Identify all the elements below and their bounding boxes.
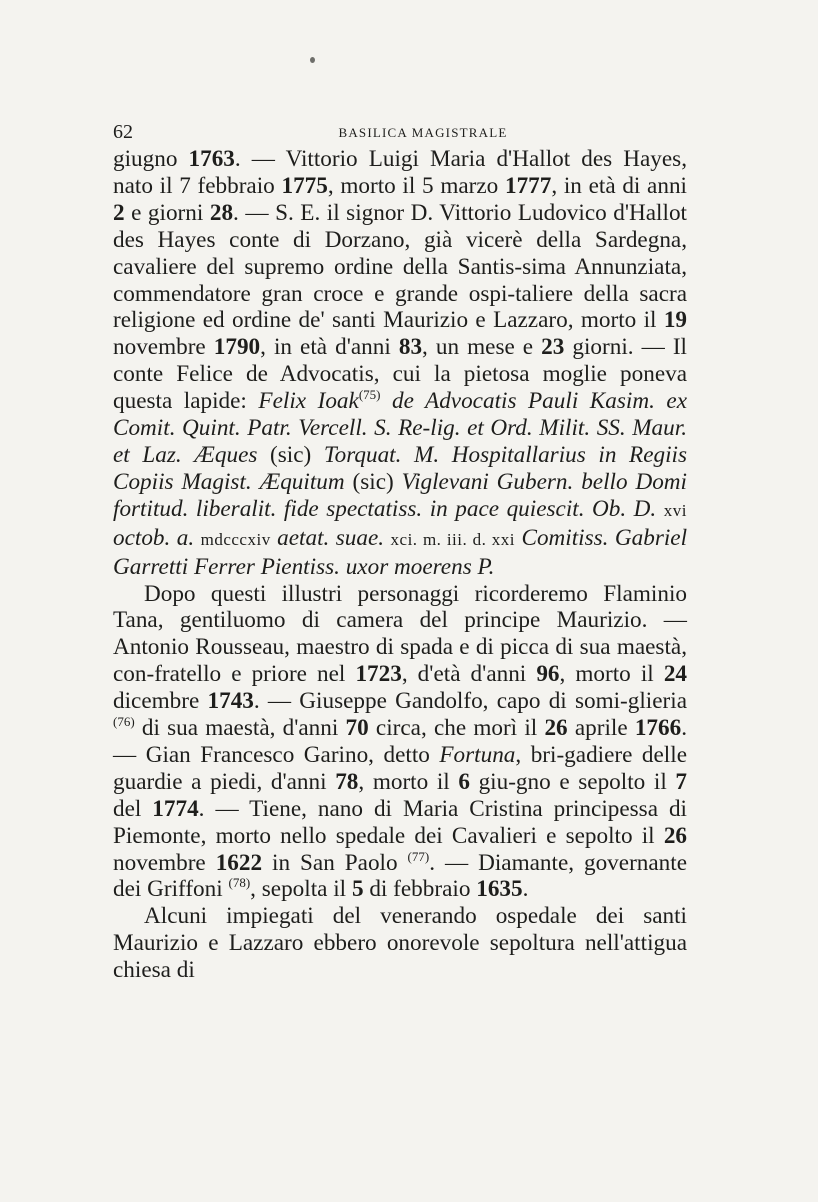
numeral: 23 bbox=[541, 334, 565, 361]
text-run: giu-gno e sepolto il bbox=[469, 768, 676, 795]
print-speck bbox=[310, 57, 315, 63]
text-run: (sic) bbox=[344, 468, 402, 495]
text-run: novembre bbox=[113, 334, 214, 361]
numeral: 2 bbox=[113, 199, 125, 226]
text-run: circa, che morì il bbox=[368, 715, 545, 742]
numeral: 1775 bbox=[281, 172, 328, 199]
numeral: 1766 bbox=[634, 715, 682, 742]
footnote-ref: (77) bbox=[407, 848, 430, 864]
text-run: (sic) bbox=[257, 441, 324, 468]
text-run: , morto il bbox=[358, 768, 459, 795]
italic-text: aetat. suae. bbox=[277, 524, 385, 551]
italic-text: de Advocatis Pauli Kasim. ex Comit. Quint. Patr. Vercell. S. Re-lig. et Ord. Milit. SS. Maur. et Laz. Æques bbox=[113, 388, 687, 468]
text-run: di sua maestà, d'anni bbox=[134, 715, 346, 742]
small-caps-text: xvi bbox=[663, 500, 687, 520]
page-header bbox=[113, 121, 687, 143]
paragraph bbox=[113, 581, 687, 904]
text-run: e giorni bbox=[124, 199, 210, 226]
numeral: 19 bbox=[663, 307, 687, 334]
numeral: 78 bbox=[335, 768, 359, 795]
text-run: , sepolta il bbox=[250, 876, 352, 903]
italic-text: Viglevani Gubern. bello Domi fortitud. liberalit. fide spectatiss. in pace quiescit. Ob. D. bbox=[113, 468, 687, 522]
numeral: 28 bbox=[209, 199, 234, 226]
numeral: 6 bbox=[458, 768, 470, 795]
numeral: 70 bbox=[345, 715, 369, 742]
text-run: in San Paolo bbox=[262, 849, 408, 876]
numeral: 1763 bbox=[188, 146, 235, 172]
numeral: 83 bbox=[398, 334, 423, 361]
text-run: , un mese e bbox=[422, 334, 542, 361]
footnote-ref: (78) bbox=[228, 875, 251, 891]
text-run: aprile bbox=[567, 715, 635, 742]
text-run: . — Tiene, nano di Maria Cristina principessa di Piemonte, morto nello spedale dei Cavalieri e sepolto il bbox=[113, 795, 687, 849]
text-run: . — Diamante, governante dei Griffoni bbox=[113, 849, 687, 903]
paragraph bbox=[113, 146, 687, 581]
small-caps-text: mdcccxiv bbox=[200, 529, 271, 549]
text-run: giugno bbox=[113, 146, 189, 172]
italic-text: Torquat. M. Hospitallarius in Regiis Copiis Magist. Æquitum bbox=[113, 441, 688, 495]
text-run: , bri-gadiere delle guardie a piedi, d'anni bbox=[113, 741, 687, 795]
text-run bbox=[656, 496, 664, 522]
numeral: 1743 bbox=[207, 688, 254, 715]
italic-text: Fortuna bbox=[439, 741, 516, 768]
body-text bbox=[113, 146, 687, 984]
text-run: novembre bbox=[113, 849, 216, 876]
text-run: di febbraio bbox=[363, 876, 477, 903]
text-run: giorni. — Il conte Felice de Advocatis, cui la pietosa moglie poneva questa lapide: bbox=[113, 334, 687, 415]
numeral: 5 bbox=[351, 876, 364, 903]
italic-text: octob. a. bbox=[113, 524, 195, 551]
numeral: 7 bbox=[675, 768, 687, 795]
text-run: Dopo questi illustri personaggi ricorderemo Flaminio Tana, gentiluomo di camera del principe Maurizio. — Antonio Rousseau, maestro di spada e di picca di sua maestà, con-fratello e priore nel bbox=[113, 580, 687, 688]
numeral: 1635 bbox=[476, 876, 523, 903]
text-run: . — Giuseppe Gandolfo, capo di somi-glieria bbox=[253, 688, 687, 715]
footnote-ref: (76) bbox=[113, 714, 135, 730]
numeral: 24 bbox=[663, 661, 687, 688]
footnote-ref: (75) bbox=[358, 387, 381, 403]
numeral: 26 bbox=[544, 715, 568, 742]
text-run: , d'età d'anni bbox=[401, 661, 537, 688]
text-run: Alcuni impiegati del venerando ospedale dei santi Maurizio e Lazzaro ebbero onorevole sepoltura nell'attigua chiesa di bbox=[113, 903, 687, 984]
text-run: dicembre bbox=[113, 688, 208, 715]
text-run: . bbox=[522, 876, 529, 903]
running-title: BASILICA MAGISTRALE bbox=[338, 125, 508, 140]
italic-text: Felix Ioak bbox=[258, 388, 359, 415]
text-run: , in età d'anni bbox=[260, 334, 399, 361]
text-run: del bbox=[113, 795, 153, 822]
numeral: 1777 bbox=[504, 172, 552, 199]
numeral: 1723 bbox=[355, 661, 402, 688]
numeral: 1790 bbox=[213, 334, 261, 361]
text-run: . — Gian Francesco Garino, detto bbox=[113, 715, 687, 768]
small-caps-text: xci. m. iii. d. xxi bbox=[390, 529, 516, 549]
text-run: . — S. E. il signor D. Vittorio Ludovico d'Hallot des Hayes conte di Dorzano, già vicerè della Sardegna, cavaliere del supremo ordine della Santis-sima Annunziata, commendatore gran croce e grande ospi-taliere della sacra religione ed ordine de' santi Maurizio e Lazzaro, morto il bbox=[113, 199, 687, 334]
text-run: , morto il bbox=[559, 661, 664, 688]
page-number: 62 bbox=[113, 121, 133, 143]
numeral: 96 bbox=[536, 661, 560, 688]
italic-text: Comitiss. Gabriel Garretti Ferrer Pientiss. uxor moerens P. bbox=[113, 524, 688, 580]
text-run: . — Vittorio Luigi Maria d'Hallot des Hayes, nato il 7 febbraio bbox=[113, 146, 687, 199]
text-run: , morto il 5 marzo bbox=[327, 172, 505, 199]
numeral: 1622 bbox=[215, 849, 263, 876]
text-run bbox=[380, 388, 392, 414]
paragraph bbox=[113, 903, 687, 984]
text-run: , in età di anni bbox=[551, 172, 687, 199]
numeral: 1774 bbox=[152, 795, 199, 822]
numeral: 26 bbox=[663, 822, 687, 849]
